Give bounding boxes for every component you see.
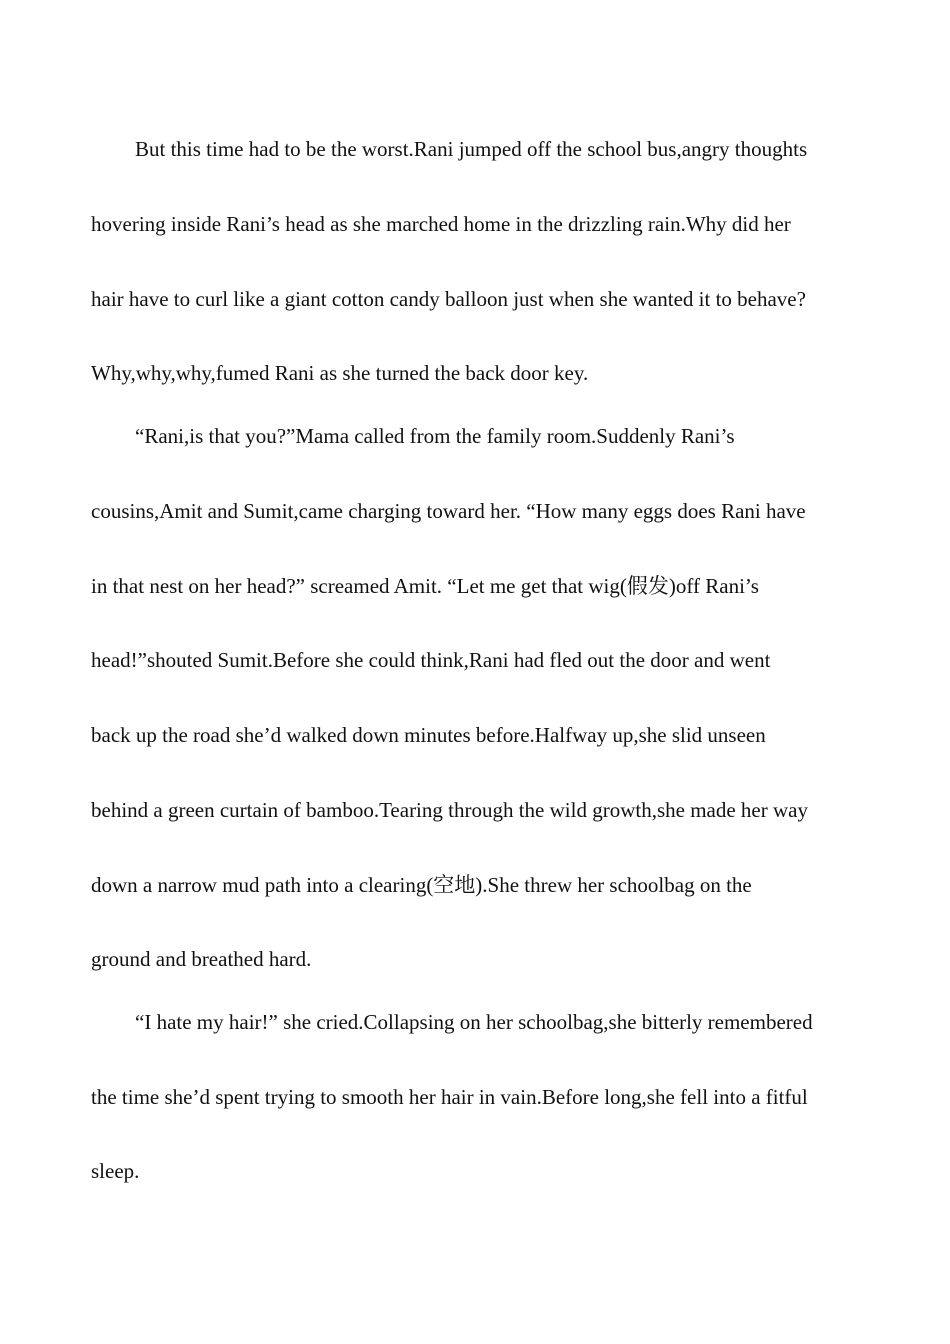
paragraph-1-line-2: hovering inside Rani’s head as she marched home in the drizzling rain.Why did her [91, 212, 791, 236]
paragraph-3-line-3: sleep. [91, 1159, 140, 1183]
paragraph-1-line-4: Why,why,why,fumed Rani as she turned the back door key. [91, 361, 589, 385]
paragraph-2-line-4: head!”shouted Sumit.Before she could think,Rani had fled out the door and went [91, 648, 771, 672]
paragraph-2-line-8: ground and breathed hard. [91, 947, 312, 971]
paragraph-1-line-1: But this time had to be the worst.Rani jumped off the school bus,angry thoughts [135, 137, 808, 161]
paragraph-2-line-3: in that nest on her head?” screamed Amit. “Let me get that wig(假发)off Rani’s [91, 574, 759, 598]
paragraph-2-line-1: “Rani,is that you?”Mama called from the family room.Suddenly Rani’s [135, 424, 735, 448]
paragraph-2-line-6: behind a green curtain of bamboo.Tearing through the wild growth,she made her way [91, 798, 808, 822]
paragraph-3-line-1: “I hate my hair!” she cried.Collapsing on her schoolbag,she bitterly remembered [135, 1010, 813, 1034]
paragraph-2-line-7: down a narrow mud path into a clearing(空地).She threw her schoolbag on the [91, 873, 752, 897]
paragraph-1-line-3: hair have to curl like a giant cotton candy balloon just when she wanted it to behave? [91, 287, 806, 311]
paragraph-3-line-2: the time she’d spent trying to smooth her hair in vain.Before long,she fell into a fitful [91, 1085, 808, 1109]
paragraph-2-line-5: back up the road she’d walked down minutes before.Halfway up,she slid unseen [91, 723, 766, 747]
paragraph-2-line-2: cousins,Amit and Sumit,came charging toward her. “How many eggs does Rani have [91, 499, 806, 523]
